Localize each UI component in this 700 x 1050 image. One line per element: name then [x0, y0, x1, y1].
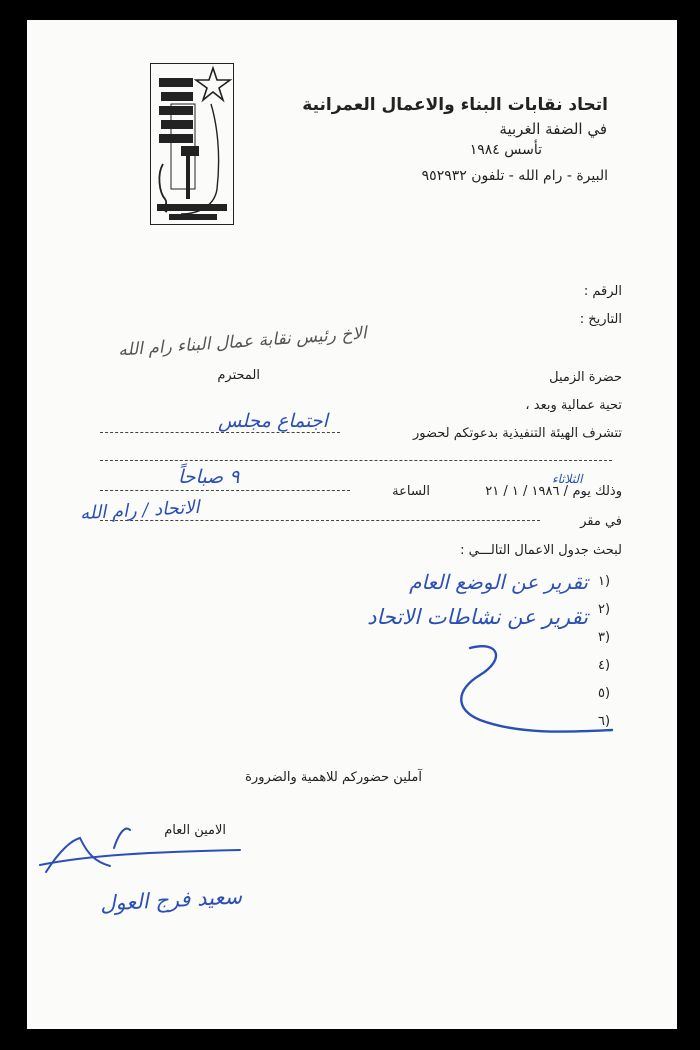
- handwritten-agenda-2: تقرير عن نشاطات الاتحاد: [367, 605, 588, 629]
- place-label: في مقر: [580, 514, 622, 529]
- letterhead-union-name: اتحاد نقابات البناء والاعمال العمرانية: [302, 95, 608, 115]
- handwritten-recipient: الاخ رئيس نقابة عمال البناء رام الله: [117, 323, 368, 361]
- handwritten-agenda-1: تقرير عن الوضع العام: [409, 570, 588, 594]
- handwritten-day: الثلاثاء: [552, 472, 583, 486]
- honorific: المحترم: [217, 368, 260, 383]
- reference-number-label: الرقم :: [583, 284, 622, 299]
- closing-line: آملين حضوركم للاهمية والضرورة: [245, 770, 422, 785]
- agenda-number-6: ٦): [598, 714, 611, 729]
- letterhead-region: في الضفة الغربية: [499, 120, 607, 138]
- agenda-number-2: ٢): [598, 602, 611, 617]
- meeting-date: / ١٩٨٦ / ١ / ٢١: [485, 484, 568, 499]
- agenda-label: لبحث جدول الاعمال التالـــي :: [460, 543, 622, 558]
- greeting: تحية عمالية وبعد ،: [525, 398, 622, 413]
- salutation: حضرة الزميل: [549, 370, 622, 385]
- handwritten-time: ٩ صباحاً: [178, 466, 240, 488]
- handwritten-signature-name: سعيد فرج العول: [99, 884, 243, 916]
- agenda-number-3: ٣): [598, 630, 611, 645]
- handwritten-meeting-type: اجتماع مجلس: [218, 410, 328, 432]
- handwritten-place: الاتحاد / رام الله: [79, 496, 201, 525]
- letterhead-address-phone: البيرة - رام الله - تلفون ٩٥٢٩٣٢: [421, 168, 608, 184]
- invitation-text: تتشرف الهيئة التنفيذية بدعوتكم لحضور: [412, 426, 622, 441]
- agenda-number-5: ٥): [598, 686, 611, 701]
- letterhead-founded: تأسس ١٩٨٤: [469, 142, 542, 158]
- agenda-number-4: ٤): [598, 658, 611, 673]
- day-label: وذلك يوم: [572, 484, 622, 499]
- signatory-title: الامين العام: [164, 823, 226, 838]
- agenda-number-1: ١): [598, 574, 611, 589]
- time-label: الساعة: [392, 484, 430, 499]
- date-label: التاريخ :: [579, 312, 622, 327]
